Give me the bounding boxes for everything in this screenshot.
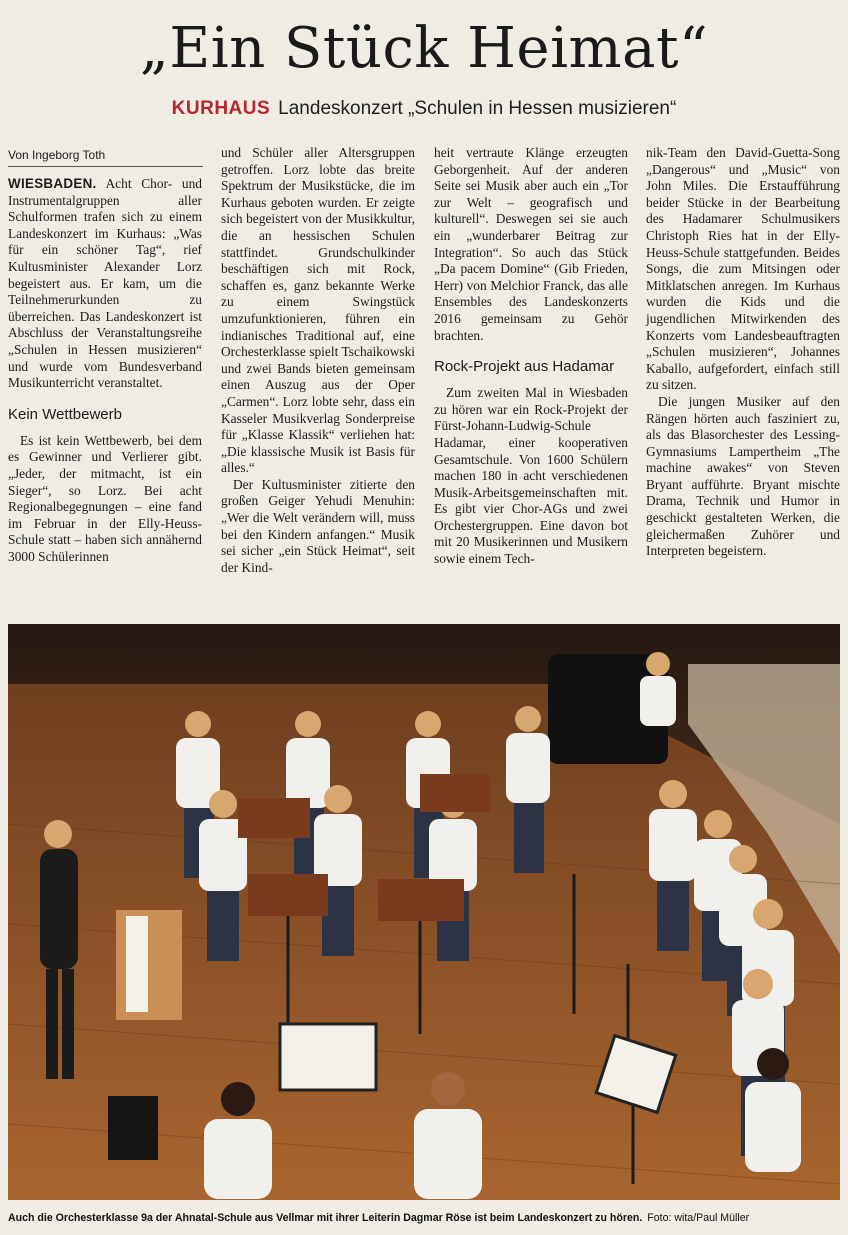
paragraph: und Schüler aller Altersgruppen getroffen. Lorz lobte das breite Spektrum der Musikstücke, die im Kurhaus geboten wurden. Er zeigte sich begeistert von der Musikkultur, die an hessischen Schulen stattfindet. Grundschulkinder beschäftigen sich mit Rock, schaffen es, ganz bekannte Werke zu einem Swingstück umzufunktionieren, führen ein indianisches Traditional auf, eine Orchesterklasse spielt Tschaikowski und zwei Bands bieten gemeinsam einen Auszug aus der Oper „Carmen“. Lorz lobte sehr, dass ein Kasseler Musikverlag Sonderpreise für „Klasse Klassik“ verliehen hat: „Die klassische Musik ist Basis für alles.“ xyxy=(221,145,415,476)
subheadline xyxy=(0,96,848,122)
sheet-music xyxy=(280,1024,376,1090)
kicker: KURHAUS xyxy=(171,98,271,119)
paragraph: Es ist kein Wettbewerb, bei dem es Gewinner und Verlierer gibt. „Jeder, der mitmacht, ist ein Sieger“, so Lorz. Bei acht Regionalbegegnungen – eine fand im Februar in der Elly-Heuss-Schule statt – haben sich annähernd 3000 Schülerinnen xyxy=(8,432,202,564)
amplifier xyxy=(108,1096,158,1160)
orchestra-illustration xyxy=(8,624,840,1200)
article-column-4 xyxy=(646,145,840,560)
article-column-2 xyxy=(221,145,415,576)
paragraph: nik-Team den David-Guetta-Song „Dangerous“ und „Music“ von John Miles. Die Erstaufführung beider Stücke in der Bearbeitung des Hadamarer Schulmusikers Christoph Ries hat in der Elly-Heuss-Schule stattgefunden. Beides Songs, die zum Mitsingen oder Mitklatschen anregen. Im Kurhaus wurden die Kids und die jugendlichen Mitwirkenden des Konzerts vom Landesbeauftragten „Schulen musizieren“, Johannes Kaballo, aufgefordert, einfach still zu sitzen. xyxy=(646,145,840,393)
article-column-1 xyxy=(8,176,202,565)
dateline: WIESBADEN. xyxy=(8,176,97,191)
keyboard-keys xyxy=(126,916,148,1012)
photo-credit: Foto: wita/Paul Müller xyxy=(647,1212,750,1224)
section-heading: Rock-Projekt aus Hadamar xyxy=(434,358,615,376)
paragraph: heit vertraute Klänge erzeugten Geborgenheit. Auf der anderen Seite sei Musik aber auch ein „Tor zur Welt – geografisch und kulturell“. Deswegen sei sie auch ein „wunderbarer Beitrag zur Integration“. So auch das Stück „Da pacem Domine“ (Gib Frieden, Herr) von Melchior Franck, das alle Ensembles des Landeskonzerts 2016 gemeinsam zu Gehör brachten. xyxy=(434,145,628,343)
headline: „Ein Stück Heimat“ xyxy=(139,16,709,81)
section-heading: Kein Wettbewerb xyxy=(8,405,122,423)
paragraph-text: Acht Chor- und Instrumentalgruppen aller Schulformen trafen sich zu einem Landeskonzert im Kurhaus: „Was für ein schöner Tag“, rief Kultusminister Alexander Lorz begeistert aus. Er kam, um die Teilnehmerurkunden zu überreichen. Das Landeskonzert ist Abschluss der Veranstaltungsreihe „Schulen in Hessen musizieren“ und wurde vom Bundesverband Musikunterricht veranstaltet. xyxy=(8,176,202,391)
byline: Von Ingeborg Toth xyxy=(8,147,203,167)
paragraph: Zum zweiten Mal in Wiesbaden zu hören war ein Rock-Projekt der Fürst-Johann-Ludwig-Schule Hadamar, einer kooperativen Gesamtschule. Von 1600 Schülern machen 180 in acht verschiedenen Musik-Arbeitsgemeinschaften mit. Es gibt vier Chor-AGs und zwei Orchestergruppen. Eine davon bot mit 20 Musikerinnen und Musikern sowie einem Tech- xyxy=(434,385,628,567)
paragraph: Der Kultusminister zitierte den großen Geiger Yehudi Menuhin: „Wer die Welt verändern will, muss bei den Kindern anfangen.“ Musik sei sicher „ein Stück Heimat“, seit der Kind- xyxy=(221,476,415,575)
orchestra-photo xyxy=(8,624,840,1200)
photo-caption xyxy=(8,1210,840,1226)
caption-text: Auch die Orchesterklasse 9a der Ahnatal-Schule aus Vellmar mit ihrer Leiterin Dagmar Röse ist beim Landeskonzert zu hören. xyxy=(8,1212,643,1224)
lead-paragraph xyxy=(8,176,202,392)
paragraph: Die jungen Musiker auf den Rängen hörten auch fasziniert zu, als das Blasorchester des Lessing-Gymnasiums Lampertheim „The machine awakes“ von Steven Bryant aufführte. Bryant mischte Drama, Technik und Humor in geschickt gestalteten Werken, die gleichermaßen Zuhörer und Interpreten begeistern. xyxy=(646,393,840,559)
keyboard xyxy=(116,910,182,1020)
subtitle: Landeskonzert „Schulen in Hessen musizieren“ xyxy=(278,98,677,119)
article-column-3 xyxy=(434,145,628,568)
